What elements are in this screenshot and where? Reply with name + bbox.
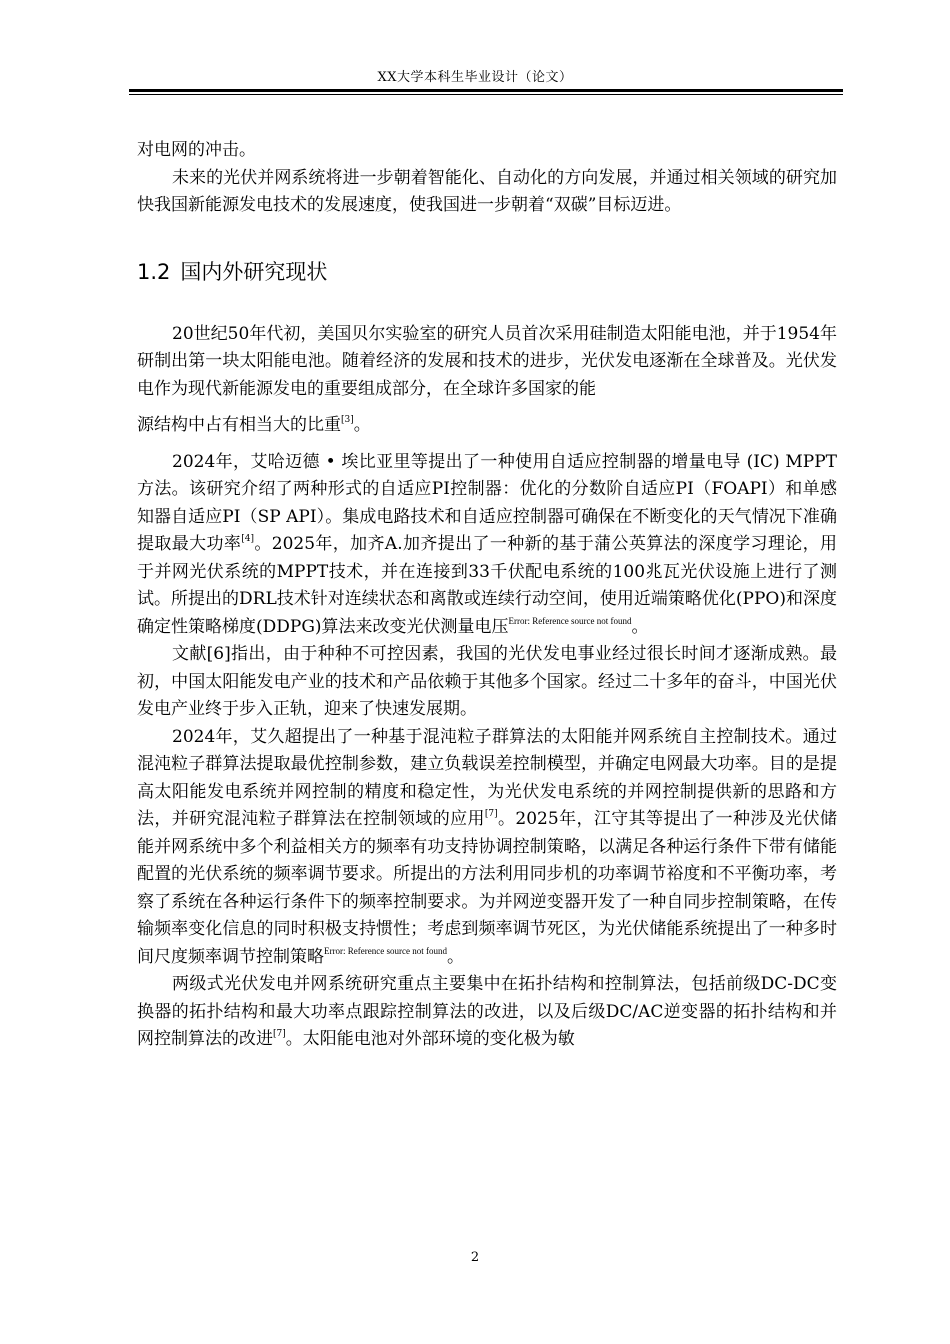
body-text xyxy=(137,137,837,1054)
section-number: 1.2 xyxy=(137,259,171,284)
paragraph-text: 。2025年，加齐A.加齐提出了一种新的基于蒲公英算法的深度学习理论，用于并网光伏系统的MPPT技术，并在连接到33千伏配电系统的100兆瓦光伏设施上进行了测试。所提出的DRL技术针对连续状态和离散或连续行动空间，使用近端策略优化(PPO)和深度确定性策略梯度(DDPG)算法来改变光伏测量电压 xyxy=(137,534,837,637)
running-header: XX大学本科生毕业设计（论文） xyxy=(377,70,573,85)
paragraph-text: 源结构中占有相当大的比重 xyxy=(137,415,341,435)
punctuation: 。 xyxy=(353,415,371,435)
paragraph xyxy=(137,724,837,972)
citation[interactable]: [7] xyxy=(273,1029,286,1039)
paragraph xyxy=(137,449,837,642)
section-heading xyxy=(137,220,837,321)
header-rule-thick xyxy=(129,89,843,92)
paragraph xyxy=(137,971,837,1054)
paragraph-continued xyxy=(137,403,837,449)
page-number: 2 xyxy=(470,1250,480,1265)
paragraph-text: 2024年，艾哈迈德 • 埃比亚里等提出了一种使用自适应控制器的增量电导 (IC) MPPT方法。该研究介绍了两种形式的自适应PI控制器：优化的分数阶自适应PI（FOAPI）和单感知器自适应PI（SP API）。集成电路技术和自适应控制器可确保在不断变化的天气情况下准确提取最大功率 xyxy=(137,451,837,554)
paragraph-text: 两级式光伏发电并网系统研究重点主要集中在拓扑结构和控制算法，包括前级DC-DC变换器的拓扑结构和最大功率点跟踪控制算法的改进，以及后级DC/AC逆变器的拓扑结构和并网控制算法的改进 xyxy=(137,974,837,1049)
citation[interactable]: [4] xyxy=(241,534,255,544)
paragraph: 未来的光伏并网系统将进一步朝着智能化、自动化的方向发展，并通过相关领域的研究加快我国新能源发电技术的发展速度，使我国进一步朝着“双碳”目标迈进。 xyxy=(137,167,837,215)
paragraph: 文献[6]指出，由于种种不可控因素，我国的光伏发电事业经过很长时间才逐渐成熟。最初，中国太阳能发电产业的技术和产品依赖于其他多个国家。经过二十多年的奋斗，中国光伏发电产业终于步入正轨，迎来了快速发展期。 xyxy=(137,644,837,719)
citation[interactable]: [3] xyxy=(341,415,354,425)
paragraph-text: 。2025年，江守其等提出了一种涉及光伏储能并网系统中多个利益相关方的频率有功支持协调控制策略，以满足各种运行条件下带有储能配置的光伏系统的频率调节要求。所提出的方法利用同步机的功率调节裕度和不平衡功率，考察了系统在各种运行条件下的频率控制要求。为并网逆变器开发了一种自同步控制策略，在传输频率变化信息的同时积极支持惯性；考虑到频率调节死区，为光伏储能系统提出了一种多时间尺度频率调节控制策略 xyxy=(137,809,838,967)
section-title: 国内外研究现状 xyxy=(180,259,328,284)
reference-error: Error: Reference source not found xyxy=(508,615,632,626)
paragraph: 对电网的冲击。 xyxy=(137,140,256,160)
reference-error: Error: Reference source not found xyxy=(324,945,447,956)
citation[interactable]: [7] xyxy=(484,809,498,819)
punctuation: 。 xyxy=(446,946,464,967)
paragraph-text: 20世纪50年代初，美国贝尔实验室的研究人员首次采用硅制造太阳能电池，并于1954年研制出第一块太阳能电池。随着经济的发展和技术的进步，光伏发电逐渐在全球普及。光伏发电作为现代新能源发电的重要组成部分，在全球许多国家的能 xyxy=(137,323,837,399)
paragraph xyxy=(137,321,837,404)
header-rule-thin xyxy=(129,94,843,95)
punctuation: 。 xyxy=(631,616,649,637)
paragraph-text: 2024年，艾久超提出了一种基于混沌粒子群算法的太阳能并网系统自主控制技术。通过混沌粒子群算法提取最优控制参数，建立负载误差控制模型，并确定电网最大功率。目的是提高太阳能发电系统并网控制的精度和稳定性，为光伏发电系统的并网控制提供新的思路和方法，并研究混沌粒子群算法在控制领域的应用 xyxy=(137,726,837,829)
paragraph-text: 。太阳能电池对外部环境的变化极为敏 xyxy=(285,1029,575,1049)
